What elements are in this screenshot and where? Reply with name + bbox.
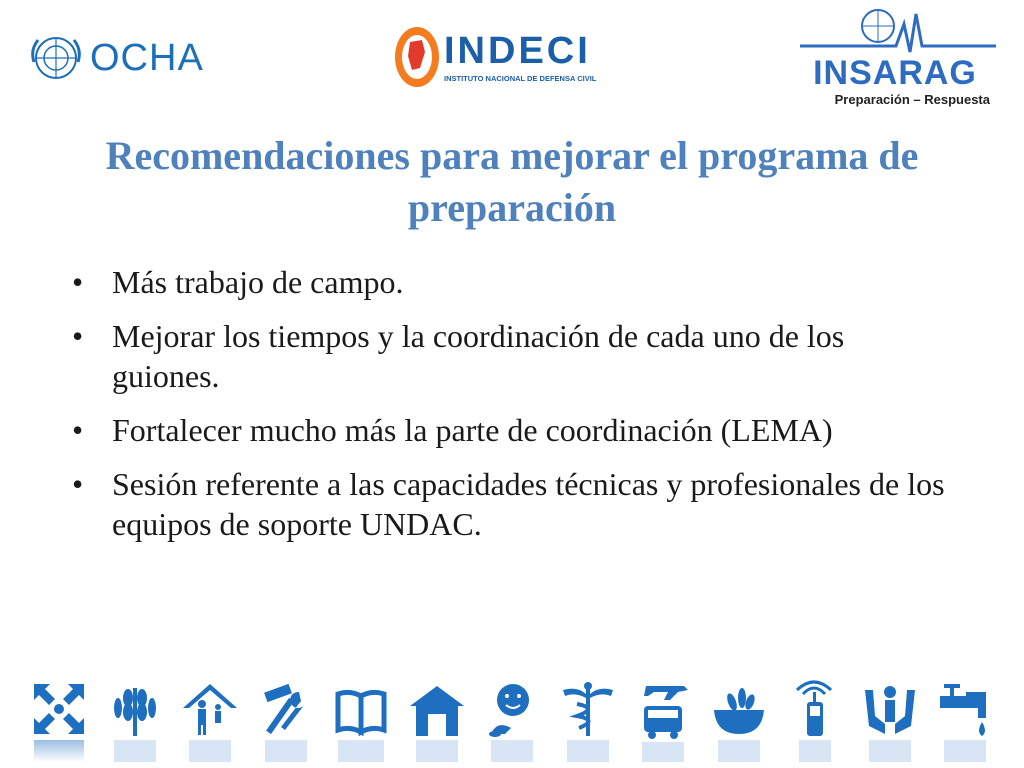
bullet-item: • Sesión referente a las capacidades técnicas y profesionales de los equipos de soporte UNDAC.: [72, 464, 952, 544]
book-icon: [332, 680, 390, 768]
insarag-logo: [800, 6, 996, 110]
ocha-logo-text: OCHA: [90, 36, 204, 79]
water-tap-icon: [936, 680, 994, 768]
indeci-emblem-icon: [392, 24, 442, 90]
family-shelter-icon: [181, 680, 239, 768]
caduceus-icon: [559, 680, 617, 768]
insarag-emblem-icon: [800, 6, 996, 56]
house-icon: [408, 680, 466, 768]
bullet-list: [72, 262, 952, 558]
child-nutrition-icon: [483, 680, 541, 768]
logistics-icon: [634, 680, 692, 768]
telecom-phone-icon: [785, 680, 843, 768]
coordination-arrows-icon: [30, 680, 88, 768]
bullet-item: • Fortalecer mucho más la parte de coordinación (LEMA): [72, 410, 952, 450]
indeci-logo: [392, 24, 597, 94]
bullet-item: • Mejorar los tiempos y la coordinación de cada uno de los guiones.: [72, 316, 952, 396]
food-bowl-icon: [710, 680, 768, 768]
protection-hands-icon: [861, 680, 919, 768]
indeci-logo-subtitle: INSTITUTO NACIONAL DE DEFENSA CIVIL: [444, 74, 597, 83]
bullet-item: • Más trabajo de campo.: [72, 262, 952, 302]
un-emblem-icon: [30, 32, 82, 84]
ocha-logo: [30, 30, 230, 86]
insarag-logo-text: INSARAG: [813, 54, 977, 92]
indeci-logo-text: INDECI: [444, 30, 591, 72]
cluster-icon-strip: [30, 680, 994, 768]
wheat-icon: [106, 680, 164, 768]
insarag-logo-subtitle: Preparación – Respuesta: [834, 92, 990, 107]
hammer-wrench-icon: [257, 680, 315, 768]
slide-title: Recomendaciones para mejorar el programa de preparación: [105, 133, 919, 230]
